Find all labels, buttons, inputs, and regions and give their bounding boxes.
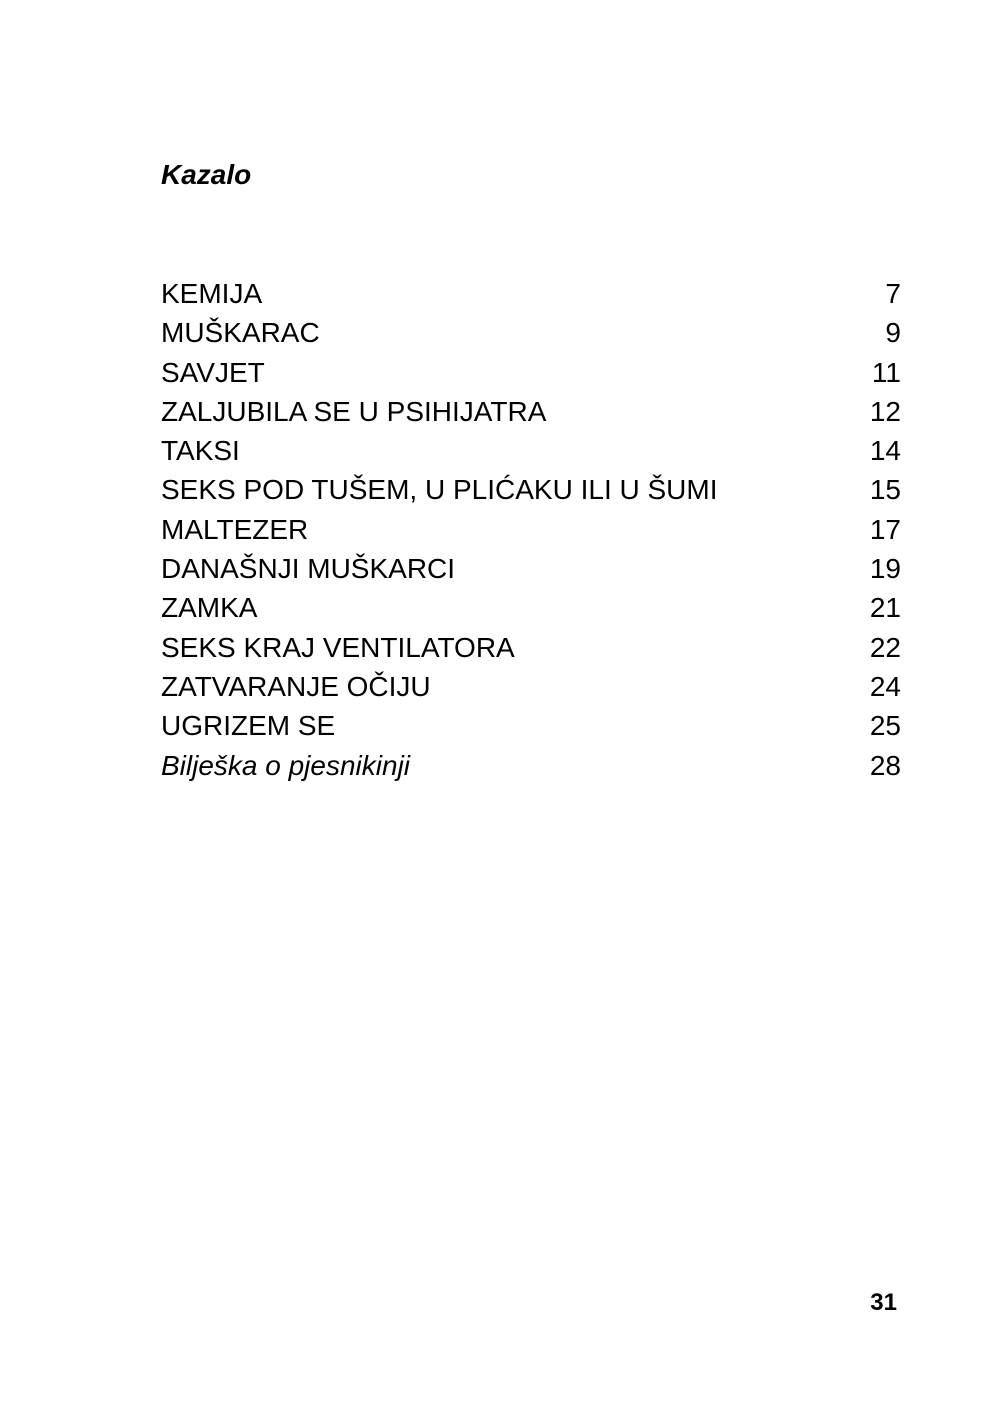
toc-entry	[161, 276, 901, 315]
toc-entry-title: ZALJUBILA SE U PSIHIJATRA	[161, 395, 547, 427]
toc-entry-page: 14	[869, 435, 901, 467]
toc-entry-page: 7	[885, 278, 901, 309]
toc-entry	[161, 394, 901, 433]
toc-entry-page: 24	[869, 670, 901, 702]
toc-entry-title: MALTEZER	[161, 513, 309, 545]
toc-entry-title: ZATVARANJE OČIJU	[161, 670, 431, 702]
toc-entry	[161, 630, 901, 669]
toc-entry	[161, 748, 901, 787]
toc-entry	[161, 512, 901, 551]
toc-entry-title: SEKS KRAJ VENTILATORA	[161, 631, 515, 663]
toc-entry	[161, 551, 901, 590]
toc-entry-title: MUŠKARAC	[161, 317, 320, 349]
toc-entry-page: 22	[869, 631, 901, 663]
toc-entry-title: SEKS POD TUŠEM, U PLIĆAKU ILI U ŠUMI	[161, 474, 718, 506]
toc-entry	[161, 315, 901, 354]
toc-entry-page: 12	[869, 395, 901, 427]
toc-entry-title: KEMIJA	[161, 278, 263, 309]
toc-entry-title: DANAŠNJI MUŠKARCI	[161, 553, 456, 585]
toc-entry-title: UGRIZEM SE	[161, 710, 336, 742]
toc-entry-title: SAVJET	[161, 356, 265, 388]
table-of-contents	[161, 276, 901, 787]
page-title: Kazalo	[161, 159, 252, 190]
toc-entry-title: Bilješka o pjesnikinji	[161, 749, 411, 781]
toc-entry-page: 19	[869, 553, 901, 585]
page-number: 31	[870, 1289, 897, 1316]
toc-entry-title: TAKSI	[161, 435, 240, 467]
toc-entry-page: 17	[869, 513, 901, 545]
toc-entry-page: 11	[871, 356, 901, 388]
toc-entry-page: 15	[869, 474, 901, 506]
toc-entry	[161, 708, 901, 747]
toc-entry	[161, 355, 901, 394]
toc-entry	[161, 433, 901, 472]
toc-entry-title: ZAMKA	[161, 592, 258, 624]
toc-entry	[161, 669, 901, 708]
toc-entry	[161, 472, 901, 511]
toc-entry-page: 21	[869, 592, 901, 624]
toc-entry-page: 9	[885, 317, 901, 349]
toc-entry-page: 25	[869, 710, 901, 742]
toc-entry	[161, 590, 901, 629]
toc-entry-page: 28	[869, 749, 901, 781]
